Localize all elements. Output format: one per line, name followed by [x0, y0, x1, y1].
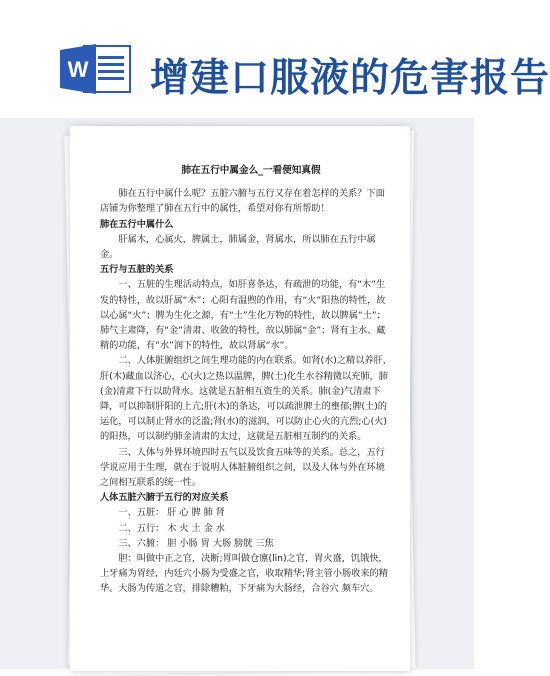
svg-text:W: W: [67, 57, 89, 82]
paragraph: 一、五脏的生理活动特点，如肝喜条达，有疏泄的功能，有“木”生发的特性，故以肝属“木”；心阳有温煦的作用，有“火”阳热的特性，故以心属“火”；脾为生化之源，有“土”生化万物的特性，故以脾属“土”；肺气主肃降，有“金”清肃、收敛的特性，故以肺属“金”；肾有主水、藏精的功能，有“水”润下的特性，故以肾属“水”。: [100, 279, 386, 352]
document-paragraphs: [100, 186, 392, 596]
list-item: 一、五脏： 肝 心 脾 肺 肾: [118, 507, 225, 519]
banner: [0, 0, 550, 118]
paragraph: 三、人体与外界环境四时五气以及饮食五味等的关系。总之，五行学说应用于生理，就在于说明人体脏腑组织之间，以及人体与外在环境之间相互联系的统一性。: [100, 446, 385, 489]
document-title: 肺在五行中属金么_一看便知真假: [181, 165, 321, 176]
section-heading: 肺在五行中属什么: [100, 218, 174, 230]
banner-title: 增建口服液的危害报告: [150, 56, 550, 101]
document-body: [100, 163, 392, 597]
word-icon: [60, 44, 132, 94]
paragraph: 肺在五行中属什么呢？五脏六腑与五行又存在着怎样的关系？下面店铺为你整理了肺在五行中的属性，希望对你有所帮助！: [100, 188, 385, 215]
list-item: 三、六腑： 胆 小肠 胃 大肠 膀胱 三焦: [118, 537, 274, 549]
section-heading: 人体五脏六腑于五行的对应关系: [100, 492, 229, 504]
section-heading: 五行与五脏的关系: [100, 264, 174, 276]
paragraph: 肝属木，心属火，脾属土，肺属金，肾属水，所以肺在五行中属金。: [100, 233, 376, 261]
paragraph: 胆：叫做中正之官，决断;胃叫做仓廪(lin)之官，胃火盛，饥饿快，上牙痛为胃经，内廷穴小肠为受盛之官，收取精华;肾主管小肠收来的精华。大肠为传道之官，排除糟粕，下牙痛为大肠经，合谷穴 频车穴。: [100, 553, 388, 595]
list-item: 二、五行： 木 火 土 金 水: [118, 522, 225, 534]
paragraph: 二、人体脏腑组织之间生理功能的内在联系。如肾(水)之精以养肝，肝(木)藏血以济心，心(火)之热以温脾，脾(土)化生水谷精微以充肺，肺(金)清肃下行以助肾水。这就是五脏相互资生的关系。肺(金)气清肃下降，可以抑制肝阳的上亢;肝(木)的条达，可以疏泄脾土的壅郁;脾(土)的运化，可以制止肾水的泛滥;肾(水)的滋润，可以防止心火的亢烈;心(火)的阳热，可以制约肺金清肃的太过，这就是五脏相互制约的关系。: [100, 355, 392, 443]
